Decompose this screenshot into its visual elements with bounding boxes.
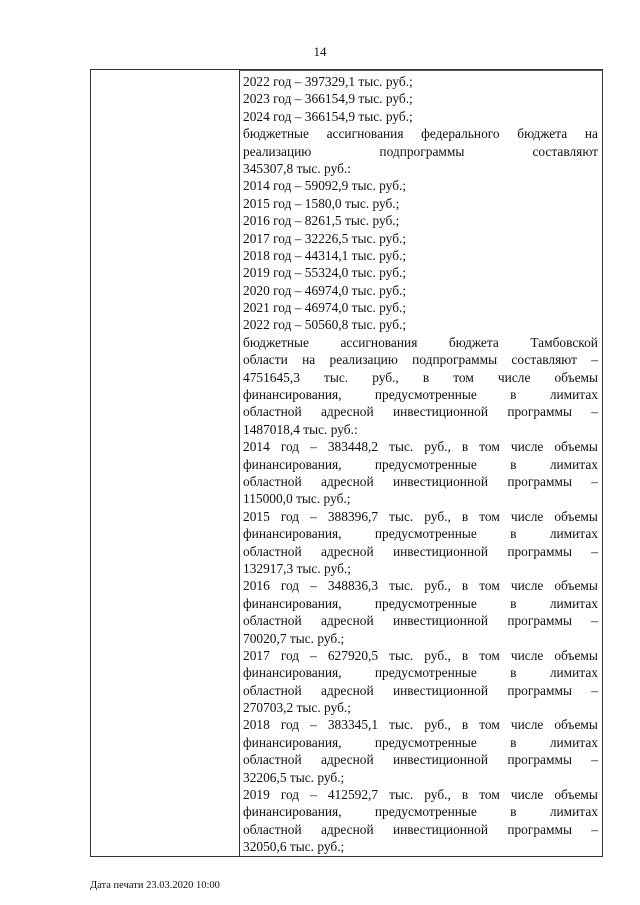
text-word: 2019 [243, 787, 270, 803]
text-word: руб., [424, 717, 451, 733]
text-word: областной [243, 821, 302, 837]
text-word: 383448,2 [327, 439, 379, 455]
text-word: объемы [554, 369, 598, 385]
table-cell-content [243, 73, 598, 856]
text-word: – [310, 439, 317, 455]
text-word: год [280, 578, 300, 594]
text-word: 383345,1 [327, 717, 379, 733]
text-word: лимитах [549, 665, 598, 681]
text-word: программы [507, 613, 572, 629]
text-line: 2017 год – 32226,5 тыс. руб.; [243, 230, 407, 246]
text-word: том [479, 717, 500, 733]
page-number: 14 [313, 44, 327, 59]
text-word: – [591, 543, 598, 559]
text-word: областной [243, 543, 302, 559]
text-line: 2022 год – 397329,1 тыс. руб.; [243, 74, 413, 89]
text-line: 1487018,4 тыс. руб.: [243, 421, 358, 437]
text-word: областной [243, 752, 302, 768]
row-separator-top [239, 70, 603, 71]
text-word: числе [510, 647, 544, 663]
text-line [243, 508, 598, 525]
text-word: год [280, 647, 300, 663]
text-word: 627920,5 [327, 647, 379, 663]
text-word: 2018 [243, 717, 270, 733]
text-word: год [280, 508, 300, 524]
text-word: финансирования, [243, 595, 342, 611]
text-word: 2017 [243, 647, 270, 663]
text-word: предусмотренные [374, 804, 477, 820]
text-word: объемы [554, 439, 598, 455]
text-word: инвестиционной [392, 821, 488, 837]
text-word: в [461, 647, 469, 663]
text-word: программы [507, 752, 572, 768]
text-word: лимитах [549, 387, 598, 403]
text-word: руб., [424, 508, 451, 524]
text-word: числе [510, 508, 544, 524]
text-line [243, 369, 598, 386]
text-word: – [591, 821, 598, 837]
text-word: руб., [424, 439, 451, 455]
text-word: в [461, 508, 469, 524]
text-word: инвестиционной [392, 613, 488, 629]
text-line: 132917,3 тыс. руб.; [243, 560, 351, 576]
text-line: 2014 год – 59092,9 тыс. руб.; [243, 178, 407, 194]
text-line: 2016 год – 8261,5 тыс. руб.; [243, 213, 400, 229]
text-word: – [591, 352, 598, 368]
text-word: объемы [554, 578, 598, 594]
text-word: бюджета [517, 126, 568, 142]
text-word: тыс. [389, 578, 414, 594]
text-line: 70020,7 тыс. руб.; [243, 630, 345, 646]
text-line [243, 543, 598, 560]
text-word: финансирования, [243, 526, 342, 542]
text-word: числе [497, 369, 531, 385]
text-word: – [310, 578, 317, 594]
text-word: объемы [554, 787, 598, 803]
text-line: 270703,2 тыс. руб.; [243, 700, 351, 716]
text-line [243, 577, 598, 594]
text-word: в [461, 578, 469, 594]
text-word: предусмотренные [374, 387, 477, 403]
text-word: в [510, 665, 517, 681]
text-word: в [510, 734, 517, 750]
text-word: – [310, 717, 317, 733]
text-word: ассигнования [326, 126, 404, 142]
text-line [243, 525, 598, 542]
text-word: 348836,3 [327, 578, 379, 594]
text-word: областной [243, 404, 302, 420]
text-word: области [243, 352, 288, 368]
text-line [243, 456, 598, 473]
text-word: предусмотренные [374, 665, 477, 681]
text-word: том [479, 787, 500, 803]
text-word: областной [243, 613, 302, 629]
text-word: предусмотренные [374, 734, 477, 750]
text-line: 32206,5 тыс. руб.; [243, 769, 345, 785]
text-word: бюджетные [243, 334, 309, 350]
text-word: в [510, 526, 517, 542]
text-word: в [510, 456, 517, 472]
text-word: 2016 [243, 578, 270, 594]
text-line [243, 664, 598, 681]
text-word: – [591, 473, 598, 489]
text-word: год [280, 717, 300, 733]
print-date-footer: Дата печати 23.03.2020 10:00 [90, 880, 220, 891]
text-line [243, 682, 598, 699]
text-word: – [310, 787, 317, 803]
text-word: том [479, 647, 500, 663]
text-line: 32050,6 тыс. руб.; [243, 839, 345, 855]
text-word: год [280, 439, 300, 455]
text-word: инвестиционной [392, 404, 488, 420]
text-word: числе [510, 439, 544, 455]
text-word: программы [507, 821, 572, 837]
text-word: инвестиционной [392, 473, 488, 489]
text-word: том [453, 369, 474, 385]
text-word: в [510, 595, 517, 611]
text-word: том [479, 578, 500, 594]
text-word: в [461, 439, 469, 455]
text-word: инвестиционной [392, 682, 488, 698]
text-line: 2015 год – 1580,0 тыс. руб.; [243, 195, 400, 211]
text-word: подпрограммы [412, 352, 498, 368]
text-word: Тамбовской [530, 334, 598, 350]
text-word: в [461, 717, 469, 733]
text-line: 345307,8 тыс. руб.: [243, 160, 351, 176]
text-word: объемы [554, 508, 598, 524]
text-word: руб., [372, 369, 399, 385]
text-word: руб., [424, 647, 451, 663]
text-word: инвестиционной [392, 543, 488, 559]
text-word: финансирования, [243, 665, 342, 681]
text-word: руб., [424, 787, 451, 803]
text-word: в [422, 369, 430, 385]
text-word: финансирования, [243, 734, 342, 750]
text-word: – [591, 682, 598, 698]
text-word: 4751645,3 [243, 369, 300, 385]
text-word: областной [243, 682, 302, 698]
text-word: числе [510, 578, 544, 594]
text-line [243, 334, 598, 351]
text-word: – [591, 613, 598, 629]
text-line [243, 403, 598, 420]
text-word: лимитах [549, 526, 598, 542]
text-word: областной [243, 473, 302, 489]
text-word: бюджетные [243, 126, 309, 142]
text-word: руб., [424, 578, 451, 594]
text-word: лимитах [549, 804, 598, 820]
text-word: тыс. [389, 647, 414, 663]
text-line: 2019 год – 55324,0 тыс. руб.; [243, 265, 407, 281]
text-word: адресной [320, 473, 374, 489]
text-word: адресной [320, 613, 374, 629]
text-line [243, 595, 598, 612]
text-word: лимитах [549, 734, 598, 750]
text-line [243, 473, 598, 490]
text-line [243, 612, 598, 629]
text-word: год [280, 787, 300, 803]
text-word: программы [507, 473, 572, 489]
text-word: тыс. [389, 787, 414, 803]
text-word: реализацию [243, 143, 312, 159]
text-line: 2021 год – 46974,0 тыс. руб.; [243, 300, 407, 316]
text-line [243, 125, 598, 142]
text-word: числе [510, 717, 544, 733]
text-line: 2024 год – 366154,9 тыс. руб.; [243, 108, 413, 124]
text-word: предусмотренные [374, 456, 477, 472]
text-word: реализацию [329, 352, 398, 368]
text-word: 388396,7 [327, 508, 379, 524]
text-line [243, 786, 598, 803]
text-word: – [310, 647, 317, 663]
text-word: 412592,7 [327, 787, 379, 803]
text-word: тыс. [389, 508, 414, 524]
document-table [90, 69, 603, 857]
text-word: объемы [554, 717, 598, 733]
text-word: адресной [320, 682, 374, 698]
text-line [243, 751, 598, 768]
text-word: на [302, 352, 316, 368]
text-word: финансирования, [243, 456, 342, 472]
text-word: в [461, 787, 469, 803]
text-word: в [510, 387, 517, 403]
text-word: адресной [320, 821, 374, 837]
text-word: программы [507, 543, 572, 559]
text-line [243, 803, 598, 820]
text-word: лимитах [549, 595, 598, 611]
text-line: 115000,0 тыс. руб.; [243, 491, 351, 507]
text-word: том [479, 439, 500, 455]
text-word: финансирования, [243, 387, 342, 403]
text-word: – [310, 508, 317, 524]
column-divider [239, 70, 240, 856]
text-line [243, 821, 598, 838]
text-word: 2014 [243, 439, 270, 455]
text-word: тыс. [324, 369, 349, 385]
text-word: лимитах [549, 456, 598, 472]
text-line: 2022 год – 50560,8 тыс. руб.; [243, 317, 407, 333]
text-word: – [591, 404, 598, 420]
text-line: 2020 год – 46974,0 тыс. руб.; [243, 282, 407, 298]
text-word: федерального [421, 126, 500, 142]
text-word: объемы [554, 647, 598, 663]
text-word: составляют [532, 143, 598, 159]
text-word: бюджета [448, 334, 499, 350]
text-word: тыс. [389, 439, 414, 455]
text-word: – [591, 752, 598, 768]
text-line [243, 734, 598, 751]
text-word: программы [507, 682, 572, 698]
text-word: предусмотренные [374, 595, 477, 611]
text-word: в [510, 804, 517, 820]
text-word: числе [510, 787, 544, 803]
text-line [243, 438, 598, 455]
text-word: инвестиционной [392, 752, 488, 768]
text-line: 2023 год – 366154,9 тыс. руб.; [243, 91, 413, 107]
text-word: предусмотренные [374, 526, 477, 542]
text-line [243, 647, 598, 664]
text-word: адресной [320, 404, 374, 420]
text-line [243, 716, 598, 733]
text-word: на [584, 126, 598, 142]
text-word: 2015 [243, 508, 270, 524]
text-word: адресной [320, 752, 374, 768]
text-word: программы [507, 404, 572, 420]
text-word: финансирования, [243, 804, 342, 820]
text-word: подпрограммы [379, 143, 465, 159]
text-word: тыс. [389, 717, 414, 733]
text-word: составляют [511, 352, 577, 368]
text-line: 2018 год – 44314,1 тыс. руб.; [243, 247, 407, 263]
text-line [243, 386, 598, 403]
text-word: ассигнования [340, 334, 418, 350]
text-word: том [479, 508, 500, 524]
text-word: адресной [320, 543, 374, 559]
text-line [243, 143, 598, 160]
text-line [243, 351, 598, 368]
